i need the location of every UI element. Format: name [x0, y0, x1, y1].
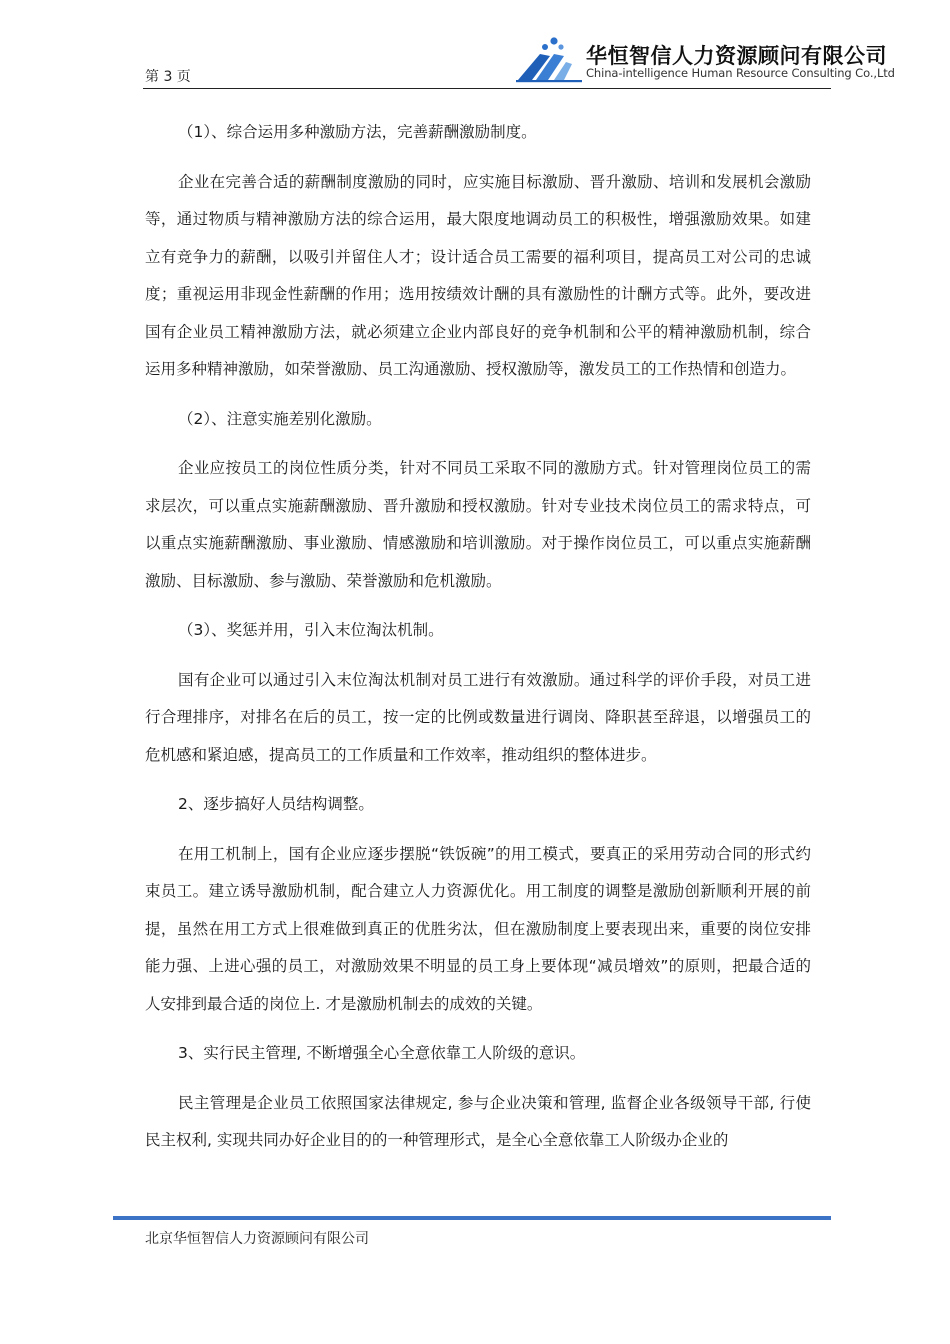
- section-heading: 3、实行民主管理, 不断增强全心全意依靠工人阶级的意识。: [178, 1044, 586, 1062]
- paragraph: 国有企业可以通过引入末位淘汰机制对员工进行有效激励。通过科学的评价手段，对员工进行合理排序，对排名在后的员工，按一定的比例或数量进行调岗、降职甚至辞退，以增强员工的危机感和紧迫感，提高员工的工作质量和工作效率，推动组织的整体进步。: [145, 670, 811, 764]
- footer-company: 北京华恒智信人力资源顾问有限公司: [145, 1231, 369, 1247]
- company-name-cn: 华恒智信人力资源顾问有限公司: [586, 44, 887, 68]
- section-heading: （1）、综合运用多种激励方法，完善薪酬激励制度。: [178, 123, 537, 141]
- paragraph: 企业在完善合适的薪酬制度激励的同时，应实施目标激励、晋升激励、培训和发展机会激励等，通过物质与精神激励方法的综合运用，最大限度地调动员工的积极性，增强激励效果。如建立有竞争力的薪酬，以吸引并留住人才；设计适合员工需要的福利项目，提高员工对公司的忠诚度；重视运用非现金性薪酬的作用；选用按绩效计酬的具有激励性的计酬方式等。此外，要改进国有企业员工精神激励方法，就必须建立企业内部良好的竞争机制和公平的精神激励机制，综合运用多种精神激励，如荣誉激励、员工沟通激励、授权激励等，激发员工的工作热情和创造力。: [145, 172, 811, 378]
- page-number: 第 3 页: [145, 69, 191, 85]
- document-body: [145, 114, 811, 1172]
- page-header: [0, 0, 950, 95]
- header-divider: [143, 88, 831, 89]
- company-name-en: China-intelligence Human Resource Consulting Co.,Ltd: [586, 66, 895, 80]
- paragraph: 民主管理是企业员工依照国家法律规定, 参与企业决策和管理, 监督企业各级领导干部, 行使民主权利, 实现共同办好企业目的的一种管理形式，是全心全意依靠工人阶级办企业的: [145, 1093, 811, 1149]
- paragraph: 企业应按员工的岗位性质分类，针对不同员工采取不同的激励方式。针对管理岗位员工的需求层次，可以重点实施薪酬激励、晋升激励和授权激励。针对专业技术岗位员工的需求特点，可以重点实施薪酬激励、事业激励、情感激励和培训激励。对于操作岗位员工，可以重点实施薪酬激励、目标激励、参与激励、荣誉激励和危机激励。: [145, 459, 811, 590]
- paragraph: 在用工机制上，国有企业应逐步摆脱“铁饭碗”的用工模式，要真正的采用劳动合同的形式约束员工。建立诱导激励机制，配合建立人力资源优化。用工制度的调整是激励创新顺利开展的前提，虽然在用工方式上很难做到真正的优胜劣汰，但在激励制度上要表现出来，重要的岗位安排能力强、上进心强的员工，对激励效果不明显的员工身上要体现“减员增效”的原则，把最合适的人安排到最合适的岗位上. 才是激励机制去的成效的关键。: [145, 844, 811, 1013]
- section-heading: （3）、奖惩并用，引入末位淘汰机制。: [178, 621, 444, 639]
- section-heading: （2）、注意实施差别化激励。: [178, 409, 382, 428]
- section-heading: 2、逐步搞好人员结构调整。: [178, 795, 374, 813]
- footer-divider: [113, 1216, 831, 1220]
